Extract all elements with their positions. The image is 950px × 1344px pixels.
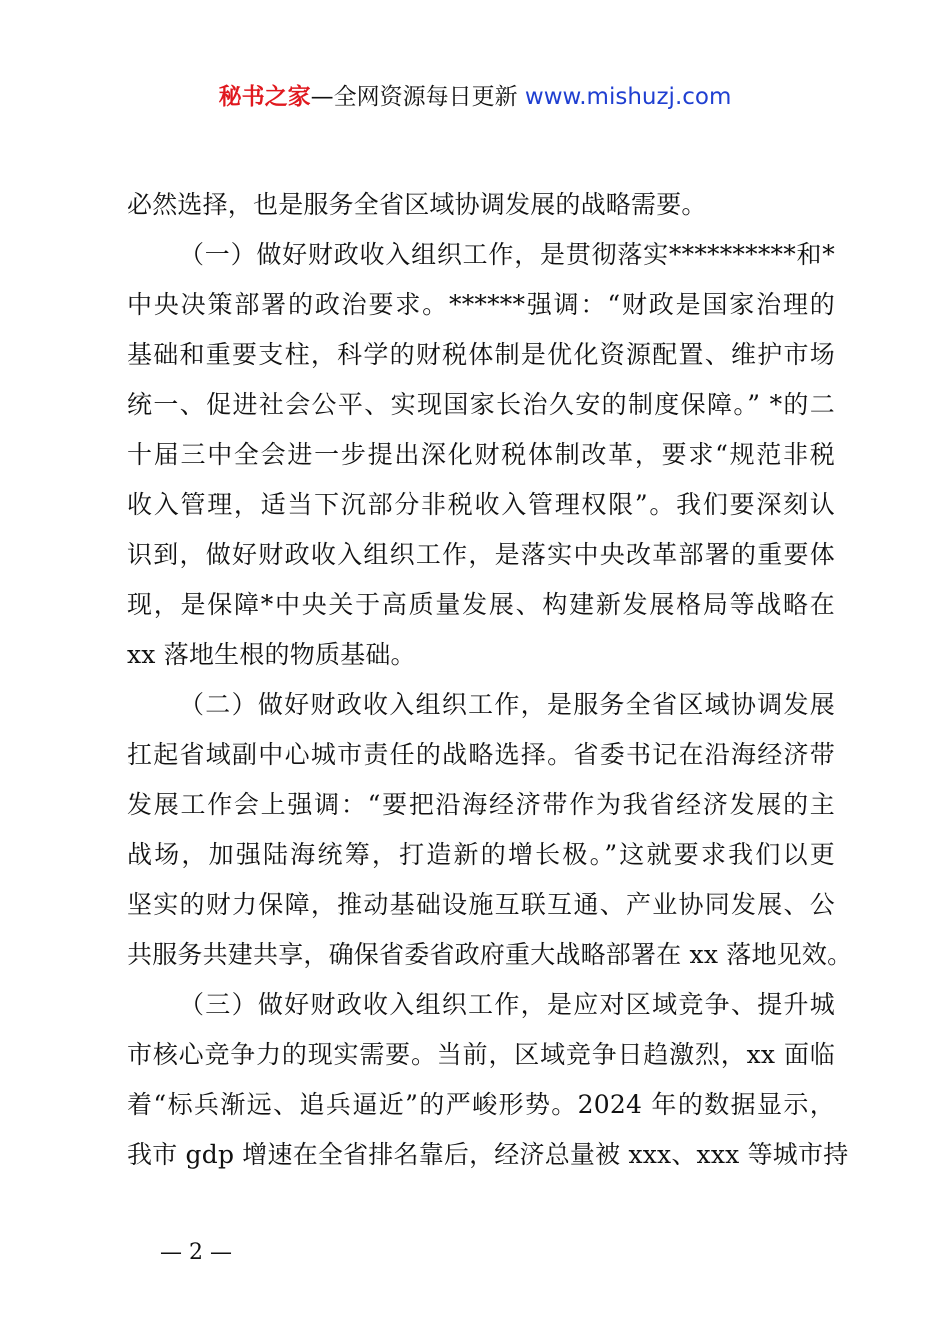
text-line: 扛起省域副中心城市责任的战略选择。省委书记在沿海经济带	[127, 740, 835, 769]
text-line: 必然选择，也是服务全省区域协调发展的战略需要。	[127, 190, 707, 219]
text-line: 共服务共建共享，确保省委省政府重大战略部署在 xx 落地见效。	[127, 940, 853, 969]
text-line: 识到，做好财政收入组织工作，是落实中央改革部署的重要体	[127, 540, 835, 569]
header-tagline: —全网资源每日更新	[310, 84, 518, 110]
text-line: （二）做好财政收入组织工作，是服务全省区域协调发展	[179, 690, 835, 719]
text-line: xx 落地生根的物质基础。	[127, 640, 416, 669]
text-line: 现，是保障*中央关于高质量发展、构建新发展格局等战略在	[127, 590, 835, 619]
text-line: 战场，加强陆海统筹，打造新的增长极。”这就要求我们以更	[127, 840, 835, 869]
text-line: 统一、促进社会公平、实现国家长治久安的制度保障。” *的二	[127, 390, 835, 419]
brand-name: 秘书之家	[218, 84, 311, 110]
text-line: （三）做好财政收入组织工作，是应对区域竞争、提升城	[179, 990, 835, 1019]
site-url[interactable]: www.mishuzj.com	[524, 84, 732, 110]
text-line: 我市 gdp 增速在全省排名靠后，经济总量被 xxx、xxx 等城市持	[127, 1140, 849, 1169]
document-body	[127, 180, 853, 1180]
text-line: 坚实的财力保障，推动基础设施互联互通、产业协同发展、公	[127, 890, 835, 919]
site-header	[0, 80, 950, 114]
text-line: 十届三中全会进一步提出深化财税体制改革，要求“规范非税	[127, 440, 835, 469]
text-line: 基础和重要支柱，科学的财税体制是优化资源配置、维护市场	[127, 340, 835, 369]
text-line: 中央决策部署的政治要求。******强调：“财政是国家治理的	[127, 290, 835, 319]
text-line: 收入管理，适当下沉部分非税收入管理权限”。我们要深刻认	[127, 490, 835, 519]
text-line: （一）做好财政收入组织工作，是贯彻落实**********和*	[179, 240, 835, 269]
page-number: — 2 —	[160, 1240, 232, 1265]
text-line: 着“标兵渐远、追兵逼近”的严峻形势。2024 年的数据显示，	[127, 1090, 835, 1119]
text-line: 发展工作会上强调：“要把沿海经济带作为我省经济发展的主	[127, 790, 835, 819]
text-line: 市核心竞争力的现实需要。当前，区域竞争日趋激烈，xx 面临	[127, 1040, 835, 1069]
